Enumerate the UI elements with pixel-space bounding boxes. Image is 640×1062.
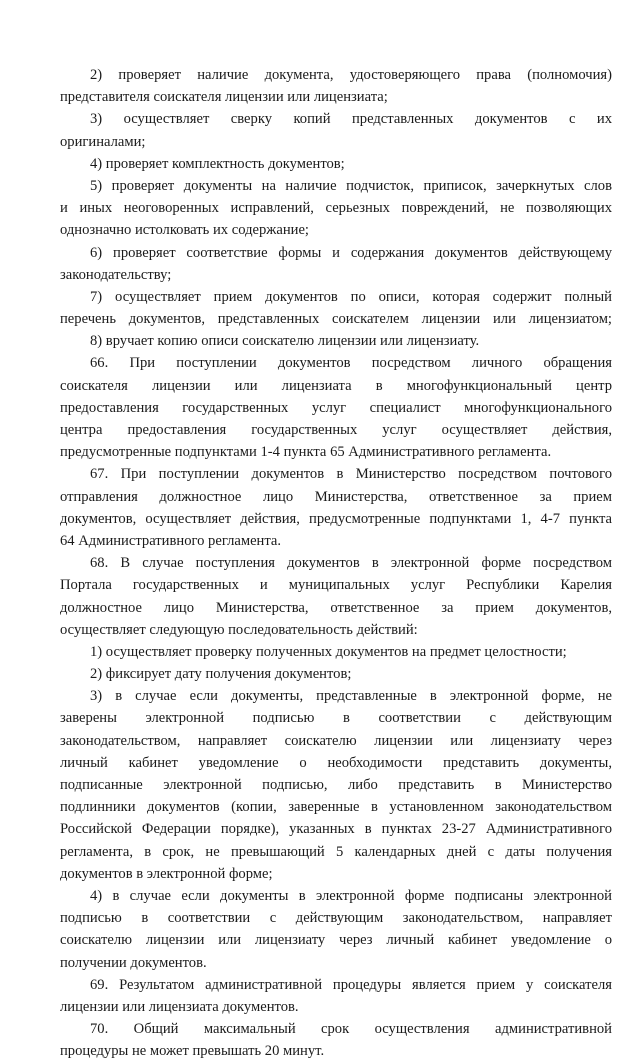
text-line: предусмотренные подпунктами 1-4 пункта 65 Административного регламента. <box>60 444 552 461</box>
text-line: законодательству; <box>60 266 172 283</box>
text-line: 7) осуществляет прием документов по описи, которая содержит полный <box>90 288 612 305</box>
text-line: подписанные электронной подписью, либо представить в Министерство <box>60 777 612 793</box>
text-line: 2) проверяет наличие документа, удостоверяющего права (полномочия) <box>90 67 612 83</box>
text-line: документов в электронной форме; <box>60 865 273 882</box>
text-line: 8) вручает копию описи соискателю лицензии или лицензиату. <box>90 333 480 350</box>
text-line: оригиналами; <box>60 133 146 150</box>
text-line: предоставления государственных услуг специалист многофункционального <box>60 399 612 416</box>
text-line: получении документов. <box>60 954 207 971</box>
text-line: 5) проверяет документы на наличие подчисток, приписок, зачеркнутых слов <box>90 177 612 194</box>
text-line: 4) проверяет комплектность документов; <box>90 155 345 172</box>
text-line: законодательством, направляет соискателю лицензии или лицензиату через <box>60 732 612 749</box>
text-line: 3) в случае если документы, представленные в электронной форме, не <box>90 688 612 705</box>
text-line: 6) проверяет соответствие формы и содержания документов действующему <box>90 244 612 261</box>
text-line: Портала государственных и муниципальных услуг Республики Карелия <box>60 577 612 594</box>
text-line: подлинники документов (копии, заверенные в установленном законодательством <box>60 799 612 816</box>
text-line: 1) осуществляет проверку полученных документов на предмет целостности; <box>90 643 567 660</box>
text-line: регламента, в срок, не превышающий 5 календарных дней с даты получения <box>60 843 612 860</box>
text-line: 66. При поступлении документов посредством личного обращения <box>90 355 612 372</box>
text-line: личный кабинет уведомление о необходимости представить документы, <box>60 754 612 771</box>
text-line: заверены электронной подписью в соответствии с действующим <box>60 710 612 727</box>
text-line: документов, осуществляет действия, предусмотренные подпунктами 1, 4-7 пункта <box>60 510 612 527</box>
text-line: лицензии или лицензиата документов. <box>60 998 299 1015</box>
text-line: отправления должностное лицо Министерства, ответственное за прием <box>60 488 612 505</box>
text-line: Российской Федерации порядке), указанных в пунктах 23-27 Административного <box>60 821 612 838</box>
text-line: и иных неоговоренных исправлений, серьезных повреждений, не позволяющих <box>60 200 612 217</box>
text-line: 3) осуществляет сверку копий представленных документов с их <box>90 111 612 128</box>
text-line: подписью в соответствии с действующим законодательством, направляет <box>60 910 612 927</box>
text-line: 67. При поступлении документов в Министерство посредством почтового <box>90 466 612 483</box>
text-line: соискателя лицензии или лицензиата в многофункциональный центр <box>60 377 612 394</box>
text-line: 70. Общий максимальный срок осуществления административной <box>90 1021 612 1038</box>
text-line: 69. Результатом административной процедуры является прием у соискателя <box>90 976 612 993</box>
text-line: 4) в случае если документы в электронной форме подписаны электронной <box>90 887 612 904</box>
text-line: центра предоставления государственных услуг осуществляет действия, <box>60 422 612 438</box>
text-line: 2) фиксирует дату получения документов; <box>90 666 352 683</box>
text-line: осуществляет следующую последовательность действий: <box>60 621 418 638</box>
text-line: соискателю лицензии или лицензиату через личный кабинет уведомление о <box>60 932 612 949</box>
text-line: представителя соискателя лицензии или лицензиата; <box>60 89 388 106</box>
text-line: однозначно истолковать их содержание; <box>60 222 309 239</box>
text-line: 64 Административного регламента. <box>60 532 282 549</box>
text-line: перечень документов, представленных соискателем лицензии или лицензиатом; <box>60 311 612 328</box>
text-line: 68. В случае поступления документов в электронной форме посредством <box>90 555 612 572</box>
text-line: процедуры не может превышать 20 минут. <box>60 1043 325 1060</box>
text-line: должностное лицо Министерства, ответственное за прием документов, <box>60 599 612 616</box>
